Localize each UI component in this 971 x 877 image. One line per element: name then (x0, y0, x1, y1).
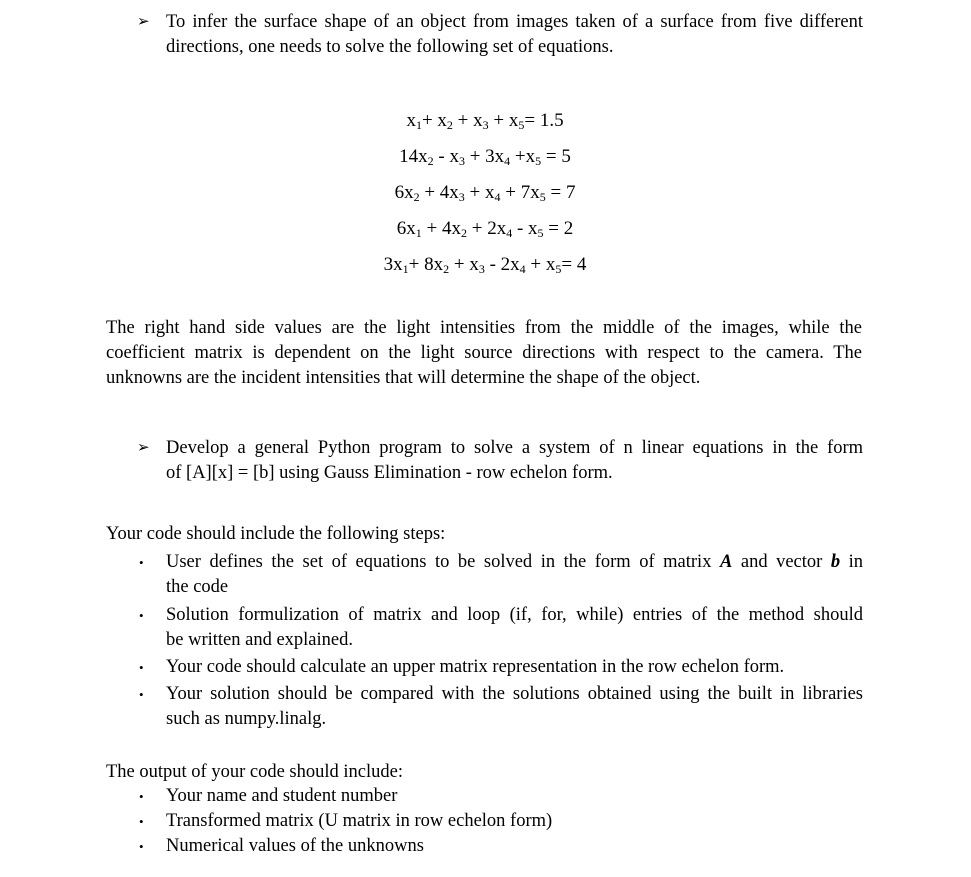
equation-2: $14x_2 - x_3 + 3x_4 +x_5 = 5$ (399, 146, 571, 168)
arrow-bullet-icon: ➢ (137, 440, 150, 456)
list-item (106, 784, 863, 809)
step-3-line-1: Your code should calculate an upper matrix representation in the row echelon form. (166, 657, 785, 677)
list-item (106, 550, 863, 600)
equation-3: $6x_2 + 4x_3 + x_4 + 7x_5 = 7$ (394, 182, 576, 204)
output-item-2: Transformed matrix (U matrix in row echelon form) (166, 811, 553, 831)
step-2-line-2: be written and explained. (166, 630, 353, 650)
intro-line-2: directions, one needs to solve the following set of equations. (166, 37, 614, 57)
equation-4: $6x_1 + 4x_2 + 2x_4 - x_5 = 2$ (396, 218, 574, 240)
step-1-text-post: in (840, 552, 864, 572)
task-text (166, 436, 863, 486)
step-1-text-pre: User defines the set of equations to be solved in the form of matrix (166, 552, 720, 572)
step-1-line-1 (166, 550, 863, 575)
bullet-icon: • (139, 608, 144, 623)
intro-text (166, 10, 863, 60)
task-line-1: Develop a general Python program to solve a system of n linear equations in the form (166, 438, 863, 458)
task-item (137, 436, 863, 486)
equation-5: $3x_1+ 8x_2 + x_3 - 2x_4 + x_5= 4$ (383, 254, 587, 276)
steps-heading: Your code should include the following steps: (106, 524, 446, 544)
bullet-icon: • (139, 687, 144, 702)
step-1-text-mid: and vector (732, 552, 831, 572)
step-2-line-1: Solution formulization of matrix and loop (if, for, while) entries of the method should (166, 605, 863, 625)
output-heading: The output of your code should include: (106, 762, 403, 782)
bullet-icon: • (139, 555, 144, 570)
steps-list (106, 550, 863, 732)
matrix-a-symbol: A (719, 552, 733, 572)
explanation-line-2: coefficient matrix is dependent on the light source directions with respect to the camera. The (106, 343, 862, 363)
list-item (106, 655, 863, 680)
step-4-line-2: such as numpy.linalg. (166, 709, 327, 729)
list-item (106, 834, 863, 859)
equation-1: $x_1+ x_2 + x_3 + x_5= 1.5$ (406, 110, 564, 132)
list-item (106, 809, 863, 834)
bullet-icon: • (139, 814, 144, 829)
output-item-1: Your name and student number (166, 786, 398, 806)
arrow-bullet-icon: ➢ (137, 14, 150, 30)
intro-item (137, 10, 863, 60)
equation-system (300, 103, 670, 283)
bullet-icon: • (139, 789, 144, 804)
bullet-icon: • (139, 660, 144, 675)
intro-line-1: To infer the surface shape of an object from images taken of a surface from five different (166, 12, 863, 32)
output-item-3: Numerical values of the unknowns (166, 836, 424, 856)
vector-b-symbol: b (830, 552, 841, 572)
list-item (106, 603, 863, 653)
step-4-line-1: Your solution should be compared with the solutions obtained using the built in libraries (166, 684, 863, 704)
output-list (106, 784, 863, 859)
explanation-line-3: unknowns are the incident intensities that will determine the shape of the object. (106, 368, 701, 388)
explanation-line-1: The right hand side values are the light intensities from the middle of the images, while the (106, 318, 862, 338)
step-1-line-2: the code (166, 577, 229, 597)
task-line-2: of [A][x] = [b] using Gauss Elimination - row echelon form. (166, 463, 613, 483)
explanation-paragraph (106, 316, 862, 391)
list-item (106, 682, 863, 732)
bullet-icon: • (139, 839, 144, 854)
